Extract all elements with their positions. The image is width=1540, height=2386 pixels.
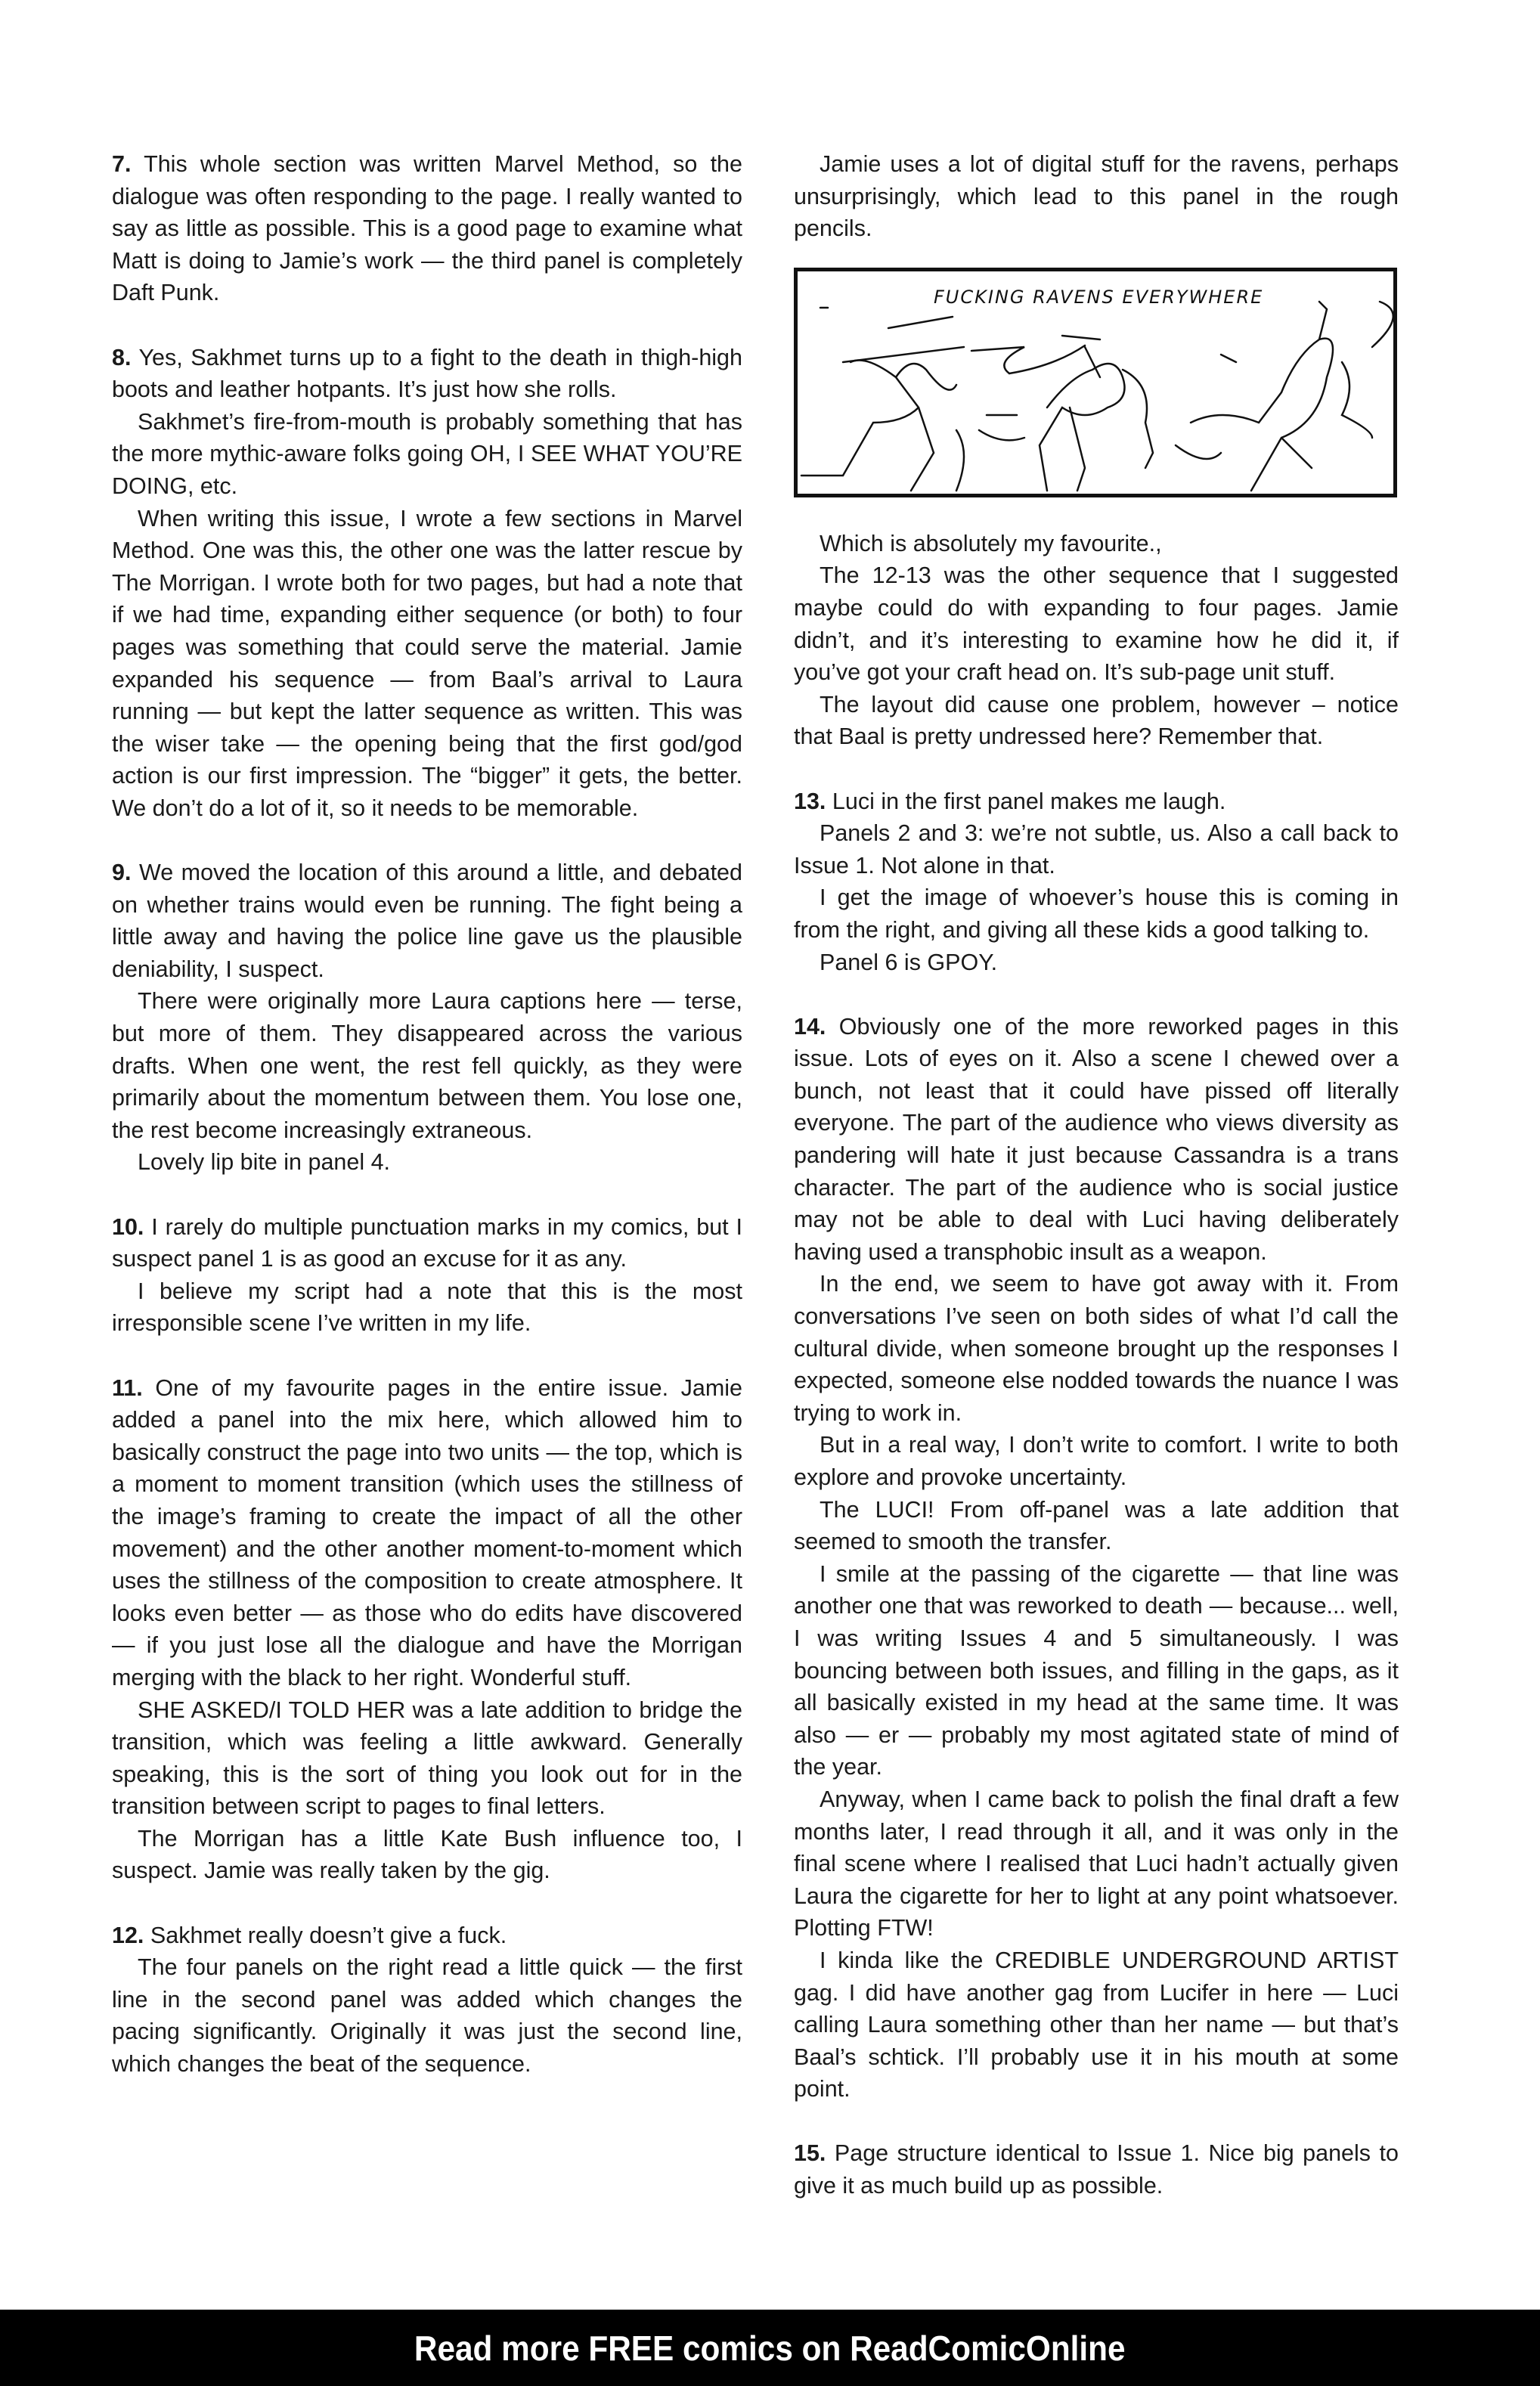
note-text: This whole section was written Marvel Method, so the dialogue was often responding to the page. I really wanted to say as little as possible. This is a good page to examine what Matt is doing to Jamie’s work — the third panel is completely Daft Punk. [112, 151, 742, 306]
note-paragraph: Panel 6 is GPOY. [820, 949, 998, 975]
rough-pencil-sketch-panel [794, 268, 1397, 497]
note-number: 15. [794, 2140, 826, 2167]
note-paragraph: Lovely lip bite in panel 4. [138, 1149, 391, 1176]
note-paragraph: The layout did cause one problem, however – notice that Baal is pretty undressed here? Remember that. [794, 691, 1399, 750]
note-paragraph: The LUCI! From off-panel was a late addition that seemed to smooth the transfer. [794, 1496, 1399, 1555]
note-paragraph: Panels 2 and 3: we’re not subtle, us. Also a call back to Issue 1. Not alone in that. [794, 820, 1399, 878]
note-number: 13. [794, 788, 826, 814]
note-text: Page structure identical to Issue 1. Nice big panels to give it as much build up as possible. [794, 2140, 1399, 2199]
note-paragraph: I believe my script had a note that this is the most irresponsible scene I’ve written in my life. [112, 1278, 742, 1337]
footer-banner[interactable] [0, 2310, 1540, 2386]
note-paragraph [112, 148, 742, 309]
note-paragraph: Sakhmet’s fire-from-mouth is probably something that has the more mythic-aware folks going OH, I SEE WHAT YOU’RE DOING, etc. [112, 408, 742, 499]
note-text: Yes, Sakhmet turns up to a fight to the death in thigh-high boots and leather hotpants. It’s just how she rolls. [112, 344, 742, 403]
note-paragraph [112, 1372, 742, 1694]
note-number: 14. [794, 1013, 826, 1040]
note-paragraph: I smile at the passing of the cigarette — that line was another one that was reworked to death — because... well, I was writing Issues 4 and 5 simultaneously. I was bouncing between both issues, and filling in the gaps, as it all basically existed in my head at the same time. It was also — er — probably my most agitated state of mind of the year. [794, 1560, 1399, 1780]
right-column [794, 148, 1399, 2234]
note-paragraph [794, 2137, 1399, 2202]
note-paragraph: Which is absolutely my favourite., [820, 530, 1162, 556]
note-number: 12. [112, 1922, 144, 1948]
note-section [112, 148, 742, 309]
note-paragraph: The 12-13 was the other sequence that I suggested maybe could do with expanding to four pages. Jamie didn’t, and it’s interesting to examine how he did it, if you’ve got your craft head on. It’s sub-page unit stuff. [794, 562, 1399, 686]
note-section [112, 342, 742, 825]
left-column [112, 148, 742, 2112]
note-text: We moved the location of this around a little, and debated on whether trains would even be running. The fight being a little away and having the police line gave us the plausible deniability, I suspect. [112, 860, 742, 982]
note-number: 7. [112, 151, 132, 177]
note-section [112, 1372, 742, 1888]
intro-paragraph: Jamie uses a lot of digital stuff for the ravens, perhaps unsurprisingly, which lead to this panel in the rough pencils. [794, 151, 1399, 242]
after-sketch-text [794, 528, 1399, 753]
footer-link[interactable]: Read more FREE comics on ReadComicOnline [414, 2328, 1126, 2368]
note-paragraph: SHE ASKED/I TOLD HER was a late addition to bridge the transition, which was feeling a little awkward. Generally speaking, this is the sort of thing you look out for in the transition between script to pages to final letters. [112, 1697, 742, 1820]
note-text: I rarely do multiple punctuation marks in my comics, but I suspect panel 1 is as good an excuse for it as any. [112, 1213, 742, 1272]
note-section [112, 1920, 742, 2081]
note-paragraph: Anyway, when I came back to polish the final draft a few months later, I read through it all, and it was only in the final scene where I realised that Luci hadn’t actually given Laura the cigarette for her to light at any point whatsoever. Plotting FTW! [794, 1786, 1399, 1941]
note-paragraph [794, 786, 1399, 818]
sketch-caption: FUCKING RAVENS EVERYWHERE [934, 286, 1264, 308]
note-paragraph: The four panels on the right read a little quick — the first line in the second panel was added which changes the pacing significantly. Originally it was just the second line, which changes the beat of the sequence. [112, 1954, 742, 2078]
note-paragraph [112, 342, 742, 406]
note-paragraph: In the end, we seem to have got away with it. From conversations I’ve seen on both sides of what I’d call the cultural divide, when someone brought up the responses I expected, someone else nodded towards the nuance I was trying to work in. [794, 1271, 1399, 1426]
sketch-drawing [798, 271, 1393, 494]
note-section [112, 857, 742, 1179]
note-paragraph [794, 1011, 1399, 1269]
note-number: 8. [112, 344, 132, 370]
note-number: 9. [112, 860, 132, 886]
right-sections [794, 786, 1399, 2202]
note-text: Sakhmet really doesn’t give a fuck. [150, 1922, 507, 1948]
note-paragraph: But in a real way, I don’t write to comfort. I write to both explore and provoke uncertainty. [794, 1432, 1399, 1490]
note-number: 11. [112, 1374, 143, 1401]
note-text: Luci in the first panel makes me laugh. [832, 788, 1226, 814]
note-section [794, 1011, 1399, 2106]
note-text: Obviously one of the more reworked pages in this issue. Lots of eyes on it. Also a scene I chewed over a bunch, not least that it could have pissed off literally everyone. The part of the audience who views diversity as pandering will hate it just because Cassandra is a trans character. The part of the audience who is social justice may not be able to deal with Luci having deliberately having used a transphobic insult as a weapon. [794, 1013, 1399, 1265]
note-paragraph: The Morrigan has a little Kate Bush influence too, I suspect. Jamie was really taken by the gig. [112, 1825, 742, 1884]
note-section [794, 786, 1399, 979]
note-section [794, 2137, 1399, 2202]
note-paragraph [112, 1211, 742, 1275]
note-text: One of my favourite pages in the entire issue. Jamie added a panel into the mix here, which allowed him to basically construct the page into two units — the top, which is a moment to moment transition (which uses the stillness of the image’s framing to create the impact of all the other movement) and the other another moment-to-moment which uses the stillness of the composition to create atmosphere. It looks even better — as those who do edits have discovered — if you just lose all the dialogue and have the Morrigan merging with the black to her right. Wonderful stuff. [112, 1374, 742, 1690]
raven-intro [794, 148, 1399, 245]
note-paragraph [112, 857, 742, 985]
note-paragraph: I get the image of whoever’s house this is coming in from the right, and giving all these kids a good talking to. [794, 885, 1399, 943]
note-paragraph: There were originally more Laura captions here — terse, but more of them. They disappeared across the various drafts. When one went, the rest fell quickly, as they were primarily about the momentum between them. You lose one, the rest become increasingly extraneous. [112, 988, 742, 1143]
note-paragraph: I kinda like the CREDIBLE UNDERGROUND ARTIST gag. I did have another gag from Lucifer in here — Luci calling Laura something other than her name — but that’s Baal’s schtick. I’ll probably use it in his mouth at some point. [794, 1947, 1399, 2102]
note-paragraph [112, 1920, 742, 1952]
note-section [112, 1211, 742, 1340]
note-paragraph: When writing this issue, I wrote a few sections in Marvel Method. One was this, the other one was the latter rescue by The Morrigan. I wrote both for two pages, but had a note that if we had time, expanding either sequence (or both) to four pages was something that could serve the material. Jamie expanded his sequence — from Baal’s arrival to Laura running — but kept the latter sequence as written. This was the wiser take — the opening being that the first god/god action is our first impression. The “bigger” it gets, the better. We don’t do a lot of it, so it needs to be memorable. [112, 505, 742, 821]
note-number: 10. [112, 1213, 144, 1240]
